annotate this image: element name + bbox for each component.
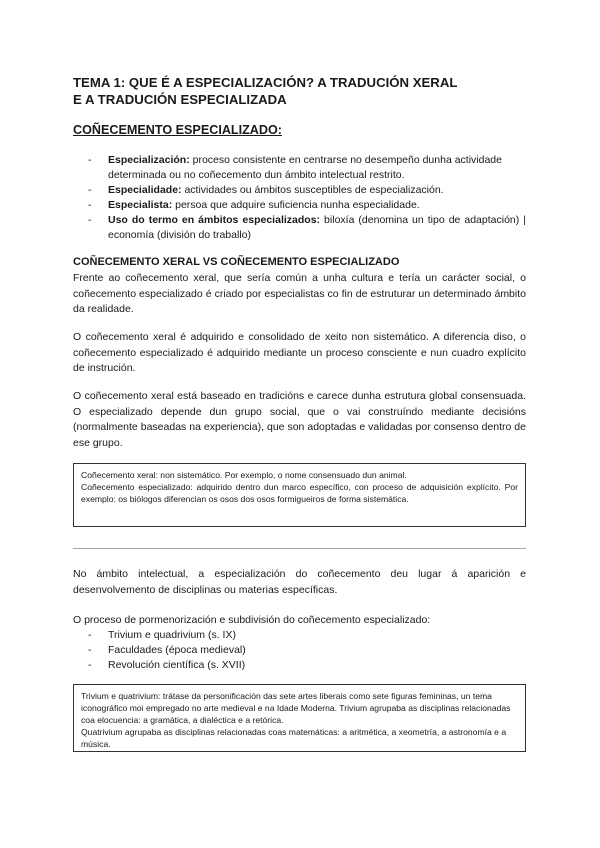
comparison-subheading: COÑECEMENTO XERAL VS COÑECEMENTO ESPECIALIZADO xyxy=(73,256,400,268)
definition-text: actividades ou ámbitos susceptibles de especialización. xyxy=(181,184,444,196)
horizontal-divider xyxy=(73,548,526,549)
definition-term: Uso do termo en ámbitos especializados: xyxy=(108,214,321,226)
list-dash: - xyxy=(88,184,92,196)
trivium-note: Trivium e quatrivium: trátase da personificación das sete artes liberais como sete figuras femininas, un tema iconográfico moi empregado no arte medieval e na Idade Moderna. Trivium agrupaba as disciplinas relacionadas coa elocuencia: a gramática, a dialéctica e a retórica. xyxy=(81,691,511,725)
list-dash: - xyxy=(88,659,92,671)
title-line-1: TEMA 1: QUE É A ESPECIALIZACIÓN? A TRADUCIÓN XERAL xyxy=(73,75,458,90)
summary-line-general: Coñecemento xeral: non sistemático. Por exemplo, o nome consensuado dun animal. xyxy=(81,470,407,480)
paragraph: O coñecemento xeral é adquirido e consolidado de xeito non sistemático. A diferencia diso, o coñecemento especializado é adquirido mediante un proceso consciente e nun cuadro explícito de instrución. xyxy=(73,331,526,374)
list-dash: - xyxy=(88,644,92,656)
paragraph: O proceso de pormenorización e subdivisión do coñecemento especializado: xyxy=(73,614,431,626)
list-item xyxy=(88,628,246,643)
list-item-text: Revolución científica (s. XVII) xyxy=(108,659,246,671)
paragraph: No ámbito intelectual, a especialización do coñecemento deu lugar á aparición e desenvolvemento de disciplinas ou materias específicas. xyxy=(73,568,526,596)
title-line-2: E A TRADUCIÓN ESPECIALIZADA xyxy=(73,92,287,107)
definition-term: Especialista: xyxy=(108,199,173,211)
definition-term: Especialidade: xyxy=(108,184,182,196)
definition-text: persoa que adquire suficiencia nunha especialidade. xyxy=(172,199,420,211)
history-list xyxy=(88,628,246,673)
list-item xyxy=(88,643,246,658)
list-item xyxy=(88,198,526,213)
section-heading: COÑECEMENTO ESPECIALIZADO: xyxy=(73,123,282,137)
definition-list xyxy=(88,153,526,243)
document-title xyxy=(73,74,457,108)
list-dash: - xyxy=(88,629,92,641)
paragraph: O coñecemento xeral está baseado en tradicións e carece dunha estrutura global consensuada. O especializado depende dun grupo social, que o vai construíndo mediante decisións (normalmente baseadas na experiencia), que son adoptadas e validadas por consenso dentro de ese grupo. xyxy=(73,390,526,449)
list-item xyxy=(88,213,526,243)
definition-term: Especialización: xyxy=(108,154,190,166)
trivium-note-box xyxy=(73,684,526,752)
list-dash: - xyxy=(88,154,92,166)
list-dash: - xyxy=(88,214,92,226)
list-item xyxy=(88,183,526,198)
list-dash: - xyxy=(88,199,92,211)
summary-line-specialized: Coñecemento especializado: adquirido dentro dun marco específico, con proceso de adquisición explícito. Por exemplo: os biólogos diferencian os osos dos osos formigueiros de forma sistemática. xyxy=(81,482,518,504)
summary-box xyxy=(73,463,526,527)
definition-text: proceso consistente en centrarse no desempeño dunha actividade determinada ou no coñecemento dun ámbito intelectual restrito. xyxy=(108,154,502,181)
list-item-text: Faculdades (época medieval) xyxy=(108,644,246,656)
list-item xyxy=(88,658,246,673)
list-item xyxy=(88,153,526,183)
paragraph: Frente ao coñecemento xeral, que sería común a unha cultura e tería un carácter social, o coñecemento especializado é criado por especialistas co fin de estruturar un determinado ámbito da realidade. xyxy=(73,272,526,315)
definition-text: biloxía (denomina un tipo de adaptación) | economía (división do traballo) xyxy=(108,214,526,241)
list-item-text: Trivium e quadrivium (s. IX) xyxy=(108,629,236,641)
quatrivium-note: Quatrivium agrupaba as disciplinas relacionadas coas matemáticas: a aritmética, a xeometría, a astronomía e a música. xyxy=(81,727,507,749)
